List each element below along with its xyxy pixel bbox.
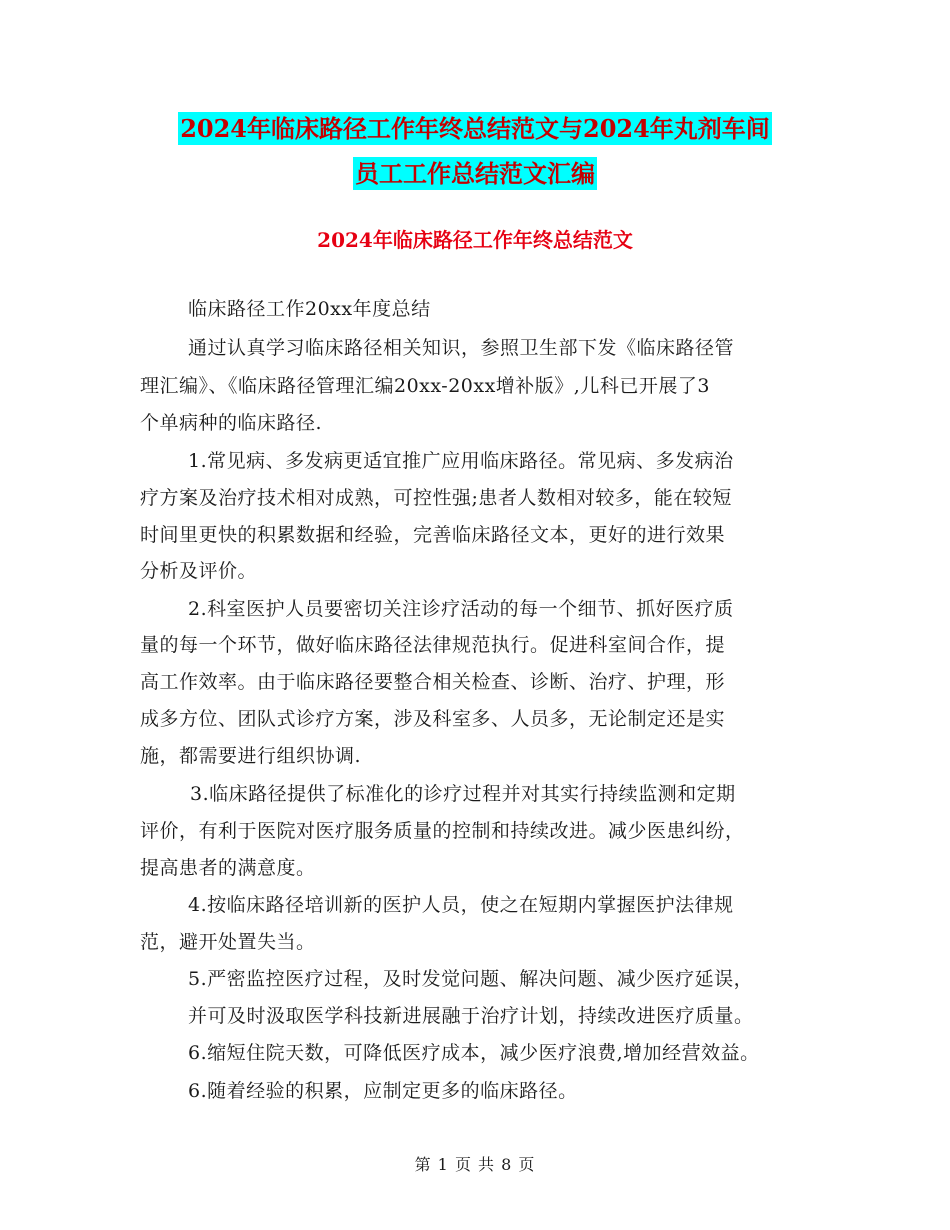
body-line: 理汇编》、《临床路径管理汇编20xx-20xx增补版》,儿科已开展了3	[140, 375, 710, 397]
section-title: 2024年临床路径工作年终总结范文	[317, 228, 633, 252]
page-footer: 第 1 页 共 8 页	[414, 1155, 536, 1174]
document-title-line-1: 2024年临床路径工作年终总结范文与2024年丸剂车间	[180, 114, 770, 143]
body-line: 成多方位、团队式诊疗方案，涉及科室多、人员多，无论制定还是实	[140, 708, 726, 730]
body-line: 量的每一个环节，做好临床路径法律规范执行。促进科室间合作，提	[140, 634, 726, 656]
body-line: 2.科室医护人员要密切关注诊疗活动的每一个细节、抓好医疗质	[188, 598, 734, 620]
body-line: 并可及时汲取医学科技新进展融于治疗计划，持续改进医疗质量。	[188, 1005, 754, 1027]
body-line: 评价，有利于医院对医疗服务质量的控制和持续改进。减少医患纠纷，	[140, 820, 745, 842]
body-line: 范，避开处置失当。	[140, 931, 316, 953]
body-line: 高工作效率。由于临床路径要整合相关检查、诊断、治疗、护理，形	[140, 671, 726, 693]
body-line: 临床路径工作20xx年度总结	[188, 298, 431, 320]
body-line: 分析及评价。	[140, 560, 258, 582]
body-line: 6.随着经验的积累，应制定更多的临床路径。	[188, 1080, 578, 1102]
body-line: 6.缩短住院天数，可降低医疗成本，减少医疗浪费,增加经营效益。	[188, 1042, 760, 1064]
body-line: 4.按临床路径培训新的医护人员，使之在短期内掌握医护法律规	[188, 894, 734, 916]
body-line: 个单病种的临床路径.	[140, 412, 323, 434]
body-line: 提高患者的满意度。	[140, 857, 316, 879]
body-line: 施，都需要进行组织协调.	[140, 745, 362, 767]
document-title-line-2: 员工工作总结范文汇编	[355, 159, 595, 188]
body-line: 3.临床路径提供了标准化的诊疗过程并对其实行持续监测和定期	[190, 783, 736, 805]
body-line: 时间里更快的积累数据和经验，完善临床路径文本，更好的进行效果	[140, 524, 726, 546]
body-line: 5.严密监控医疗过程，及时发觉问题、解决问题、减少医疗延误，	[188, 968, 754, 990]
body-line: 1.常见病、多发病更适宜推广应用临床路径。常见病、多发病治	[188, 450, 734, 472]
body-line: 通过认真学习临床路径相关知识，参照卫生部下发《临床路径管	[188, 337, 735, 359]
body-line: 疗方案及治疗技术相对成熟，可控性强;患者人数相对较多，能在较短	[140, 487, 732, 509]
